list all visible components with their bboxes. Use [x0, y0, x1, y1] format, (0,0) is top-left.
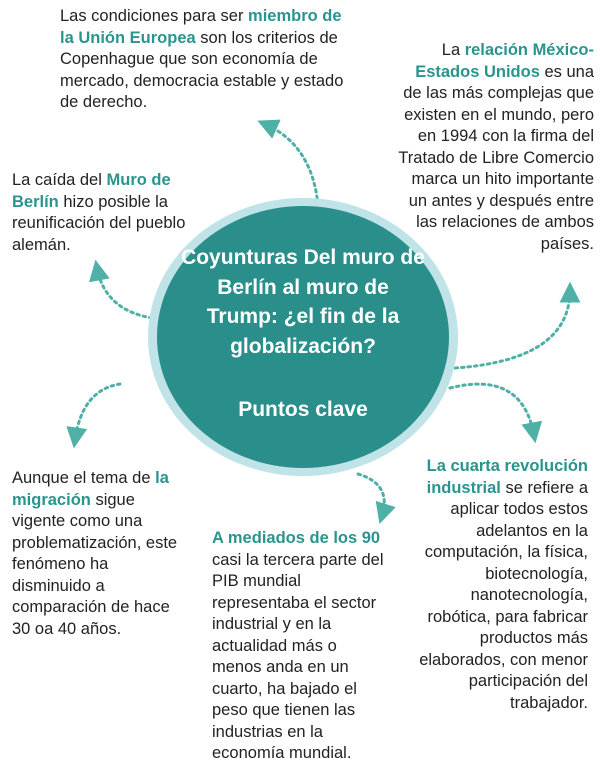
- arrow-revolucion: [450, 384, 534, 435]
- block-muro-berlin-highlight: Muro de Berlín: [12, 171, 171, 211]
- block-migracion-post: sigue vigente como una problematización, este fenómeno ha disminuido a comparación de hace 30 oa 40 años.: [12, 490, 178, 638]
- block-mexico-eeuu-post: es una de las más complejas que existen en el mundo, pero en 1994 con la firma del Tratado de Libre Comercio marca un hito importante un antes y después entre las relaciones de ambos países.: [398, 62, 594, 253]
- arrow-muro-berlin: [97, 268, 152, 318]
- block-mexico-eeuu-highlight: relación México-Estados Unidos: [415, 41, 594, 81]
- arrow-anos-90: [358, 474, 384, 516]
- block-revolucion-post: se refiere a aplicar todos estos adelantos en la computación, la física, biotecnología, nanotecnología, robótica, para fabricar productos más elaborados, con menor participación del trabajador.: [419, 478, 588, 712]
- center-subtitle: Puntos clave: [238, 398, 368, 421]
- block-migracion: [12, 468, 184, 640]
- arrow-union-europea: [265, 124, 318, 205]
- block-union-europea: [60, 6, 344, 114]
- block-mexico-eeuu-pre: La: [441, 41, 465, 59]
- block-revolucion-highlight: La cuarta revolución industrial: [426, 457, 588, 497]
- block-muro-berlin-pre: La caída del: [12, 171, 107, 189]
- block-muro-berlin-post: hizo posible la reunificación del pueblo alemán.: [12, 192, 186, 254]
- center-title: Coyunturas Del muro de Berlín al muro de Trump: ¿el fin de la globalización?: [181, 246, 425, 358]
- block-anos-90-highlight: A mediados de los 90: [212, 529, 381, 547]
- block-mexico-eeuu: [394, 40, 594, 255]
- arrow-mexico-eeuu: [455, 290, 570, 368]
- arrow-migracion: [75, 384, 120, 440]
- block-union-europea-highlight: miembro de la Unión Europea: [60, 7, 342, 47]
- block-union-europea-post: son los criterios de Copenhague que son economía de mercado, democracia estable y estado de derecho.: [60, 28, 344, 111]
- block-migracion-highlight: la migración: [12, 469, 169, 509]
- block-union-europea-pre: Las condiciones para ser: [60, 7, 249, 25]
- block-muro-berlin: [12, 170, 187, 256]
- block-migracion-pre: Aunque el tema de: [12, 469, 156, 487]
- block-revolucion: [412, 456, 588, 714]
- block-anos-90: [212, 528, 384, 765]
- block-anos-90-post: casi la tercera parte del PIB mundial representaba el sector industrial y en la actualidad más o menos anda en un cuarto, ha bajado el peso que tienen las industrias en la economía mundial.: [212, 550, 384, 762]
